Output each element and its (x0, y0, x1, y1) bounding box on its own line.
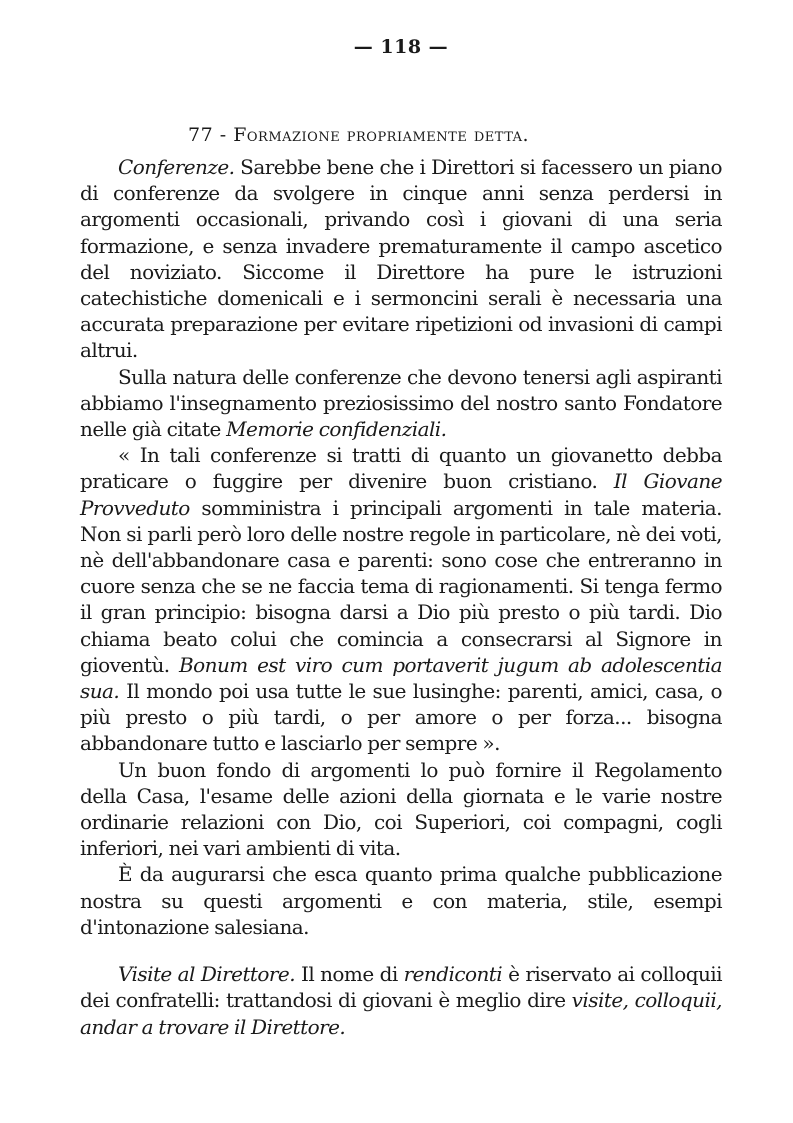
paragraph-text: è riservato ai colloquii dei confratelli: trattandosi di giovani è meglio dire (80, 962, 722, 1013)
page-number: — 118 — (353, 36, 449, 58)
paragraph-lead: Visite al Direttore. (118, 962, 296, 987)
paragraph-text: Un buon fondo di argomenti lo può fornire il Regolamento della Casa, l'esame delle azioni della giornata e le varie nostre ordinarie relazioni con Dio, coi Superiori, coi compagni, cogli inferiori, nei vari ambienti di vita. (80, 757, 722, 861)
section-heading (80, 124, 722, 146)
paragraph-conferenze (80, 154, 722, 364)
paragraph-text: somministra i principali argomenti in tale materia. Non si parli però loro delle nostre regole in particolare, nè dei voti, nè dell'abbandonare casa e parenti: sono cose che entreranno in cuore senza che se ne faccia tema di ragionamenti. Si tenga fermo il gran principio: bisogna darsi a Dio più presto o più tardi. Dio chiama beato colui che comincia a consecrarsi al Signore in gioventù. (80, 495, 722, 677)
paragraph-text: Sulla natura delle conferenze che devono tenersi agli aspiranti abbiamo l'insegnamento preziosissimo del nostro santo Fondatore nelle già citate (80, 364, 722, 442)
paragraph-pubblicazione (80, 861, 722, 940)
paragraph-text: Il mondo poi usa tutte le sue lusinghe: parenti, amici, casa, o più presto o più tardi, o per amore o per forza... bisogna abbandonare tutto e lasciarlo per sempre ». (80, 679, 722, 756)
italic-term: rendiconti (403, 962, 503, 987)
paragraph-quotation (80, 442, 722, 756)
italic-title: Il Giovane Provveduto (80, 469, 722, 520)
paragraph-regolamento (80, 757, 722, 862)
italic-title: Memorie confidenziali. (226, 417, 447, 442)
paragraph-natura-conferenze (80, 364, 722, 443)
paragraph-text: Sarebbe bene che i Direttori si facessero un piano di conferenze da svolgere in cinque anni senza perdersi in argomenti occasionali, privando così i giovani di una seria formazione, e senza invadere prematuramente il campo ascetico del noviziato. Siccome il Direttore ha pure le istruzioni catechistiche domenicali e i sermoncini serali è necessaria una accurata preparazione per evitare ripetizioni od invasioni di campi altrui. (80, 155, 722, 363)
paragraph-text: Il nome di (295, 962, 404, 987)
latin-quote: Bonum est viro cum portaverit jugum ab adolescentia sua. (80, 652, 723, 704)
paragraph-text: È da augurarsi che esca quanto prima qualche pubblicazione nostra su questi argomenti e con materia, stile, esempi d'intonazione salesiana. (80, 862, 722, 939)
paragraph-lead: Conferenze. (118, 155, 235, 179)
paragraph-text: « In tali conferenze si tratti di quanto un giovanetto debba praticare o fuggire per divenire buon cristiano. (80, 443, 722, 494)
section-title: Formazione propriamente detta. (233, 124, 530, 146)
paragraph-visite (80, 961, 722, 1040)
section-number: 77 - (188, 124, 227, 146)
italic-term: visite, colloquii, andar a trovare il Direttore. (80, 988, 722, 1039)
book-page (80, 36, 722, 1040)
